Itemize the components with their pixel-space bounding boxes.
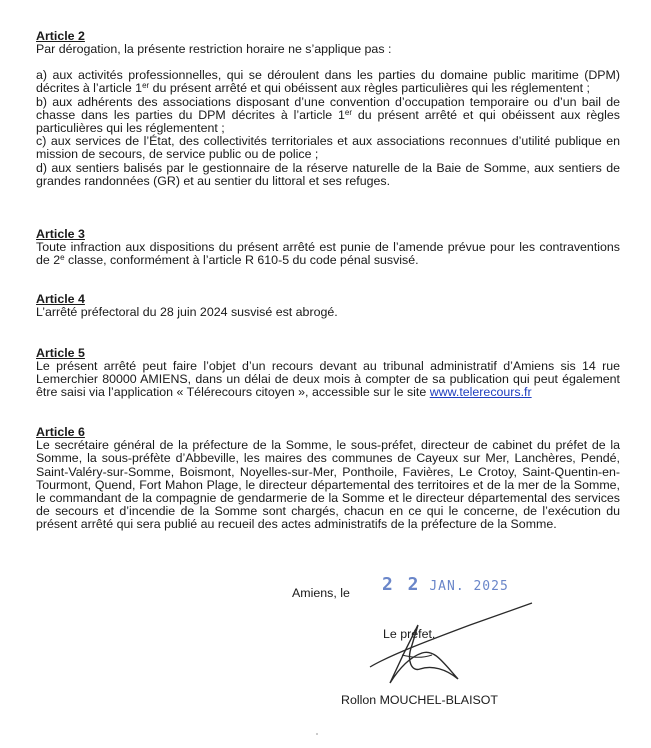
article-4 <box>36 293 620 319</box>
article-paragraph: a) aux activités professionnelles, qui se déroulent dans les parties du domaine public maritime (DPM) décrites à l’article 1er du présent arrêté et qui obéissent aux règles particulières qui les réglementent ; <box>36 68 620 96</box>
article-title: Article 6 <box>36 425 85 440</box>
signatory-name: Rollon MOUCHEL-BLAISOT <box>341 693 498 707</box>
article-paragraph: Par dérogation, la présente restriction horaire ne s’applique pas : <box>36 42 392 56</box>
article-5 <box>36 347 620 400</box>
article-paragraph: Toute infraction aux dispositions du présent arrêté est punie de l’amende prévue pour les contraventions de 2e classe, conformément à l’article R 610-5 du code pénal susvisé. <box>36 240 620 268</box>
article-2 <box>36 30 620 188</box>
telerecours-link[interactable]: www.telerecours.fr <box>429 385 532 400</box>
document-body <box>36 30 620 532</box>
article-paragraph: L’arrêté préfectoral du 28 juin 2024 susvisé est abrogé. <box>36 305 338 320</box>
article-paragraph: b) aux adhérents des associations disposant d’une convention d’occupation temporaire ou d’un bail de chasse dans les parties du DPM décrites à l’article 1er du présent arrêté et qui obéissent aux règles particulières qui les réglementent ; <box>36 94 620 136</box>
article-title: Article 3 <box>36 227 85 242</box>
article-title: Article 5 <box>36 345 85 360</box>
article-paragraph: d) aux sentiers balisés par le gestionnaire de la réserve naturelle de la Baie de Somme, aux sentiers de grandes randonnées (GR) et au sentier du littoral et ses refuges. <box>36 160 620 188</box>
article-paragraph <box>36 360 620 400</box>
signatory-role: Le préfet, <box>383 627 436 641</box>
date-stamp <box>382 574 509 595</box>
article-title: Article 4 <box>36 292 85 307</box>
scan-speck <box>316 733 318 735</box>
handwritten-signature <box>350 595 540 695</box>
article-paragraph: Le secrétaire général de la préfecture de la Somme, le sous-préfet, directeur de cabinet du préfet de la Somme, la sous-préfète d’Abbeville, les maires des communes de Cayeux sur Mer, Lanchères, Pendé, Saint-Valéry-sur-Somme, Boismont, Noyelles-sur-Mer, Ponthoile, Favières, Le Crotoy, Saint-Quentin-en-Tourmont, Quend, Fort Mahon Plage, le directeur départemental des territoires et de la mer de la Somme, le commandant de la compagnie de gendarmerie de la Somme et le directeur départemental des services de secours et d’incendie de la Somme sont chargés, chacun en ce qui le concerne, de l’exécution du présent arrêté qui sera publié au recueil des actes administratifs de la préfecture de la Somme. <box>36 438 620 532</box>
article-6 <box>36 426 620 531</box>
signature-place: Amiens, le <box>292 586 350 600</box>
article-title: Article 2 <box>36 29 85 43</box>
article-3 <box>36 228 620 267</box>
article-5-text: Le présent arrêté peut faire l’objet d’un recours devant au tribunal administratif d’Amiens sis 14 rue Lemerchier 80000 AMIENS, dans un délai de deux mois à compter de sa publication qui peut également être saisi via l’application « Télérecours citoyen », accessible sur le site <box>36 358 620 400</box>
stamp-month-year: JAN. 2025 <box>429 579 509 594</box>
stamp-day: 2 2 <box>382 574 421 595</box>
article-paragraph: c) aux services de l’État, des collectivités territoriales et aux associations reconnues d’utilité publique en mission de secours, de service public ou de police ; <box>36 134 620 162</box>
